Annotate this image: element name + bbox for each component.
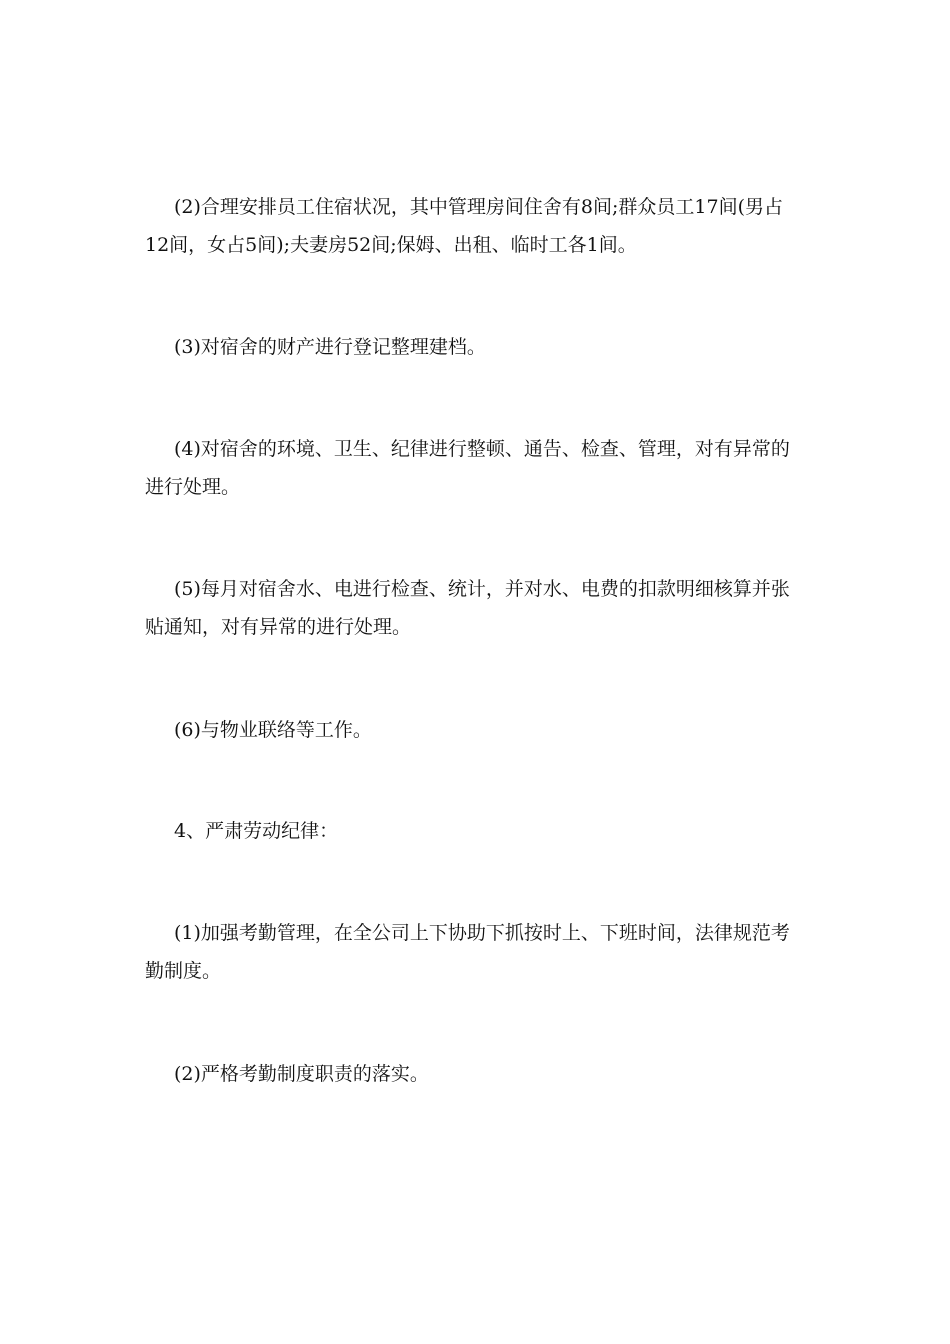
paragraph-property-registration <box>145 328 805 366</box>
paragraph-line: (2)合理安排员工住宿状况，其中管理房间住舍有8间;群众员工17间(男占 <box>174 196 783 218</box>
paragraph-line: (4)对宿舍的环境、卫生、纪律进行整顿、通告、检查、管理，对有异常的 <box>174 438 790 460</box>
paragraph-utilities-check <box>145 570 805 646</box>
paragraph-attendance-responsibility <box>145 1055 805 1093</box>
paragraph-line: (3)对宿舍的财产进行登记整理建档。 <box>174 336 486 358</box>
paragraph-line: 贴通知，对有异常的进行处理。 <box>145 616 412 638</box>
paragraph-line: (1)加强考勤管理，在全公司上下协助下抓按时上、下班时间，法律规范考 <box>174 922 790 944</box>
paragraph-dorm-environment <box>145 430 805 506</box>
section-heading-labor-discipline <box>145 812 805 850</box>
paragraph-line: 12间，女占5间);夫妻房52间;保姆、出租、临时工各1间。 <box>145 234 637 256</box>
paragraph-line: 勤制度。 <box>145 960 222 982</box>
paragraph-line: 4、严肃劳动纪律： <box>174 820 339 842</box>
paragraph-housing-arrangement <box>145 188 805 264</box>
paragraph-line: 进行处理。 <box>145 476 241 498</box>
paragraph-line: (2)严格考勤制度职责的落实。 <box>174 1063 429 1085</box>
paragraph-attendance-management <box>145 914 805 990</box>
paragraph-property-liaison <box>145 711 805 749</box>
paragraph-line: (6)与物业联络等工作。 <box>174 719 372 741</box>
paragraph-line: (5)每月对宿舍水、电进行检查、统计，并对水、电费的扣款明细核算并张 <box>174 578 790 600</box>
